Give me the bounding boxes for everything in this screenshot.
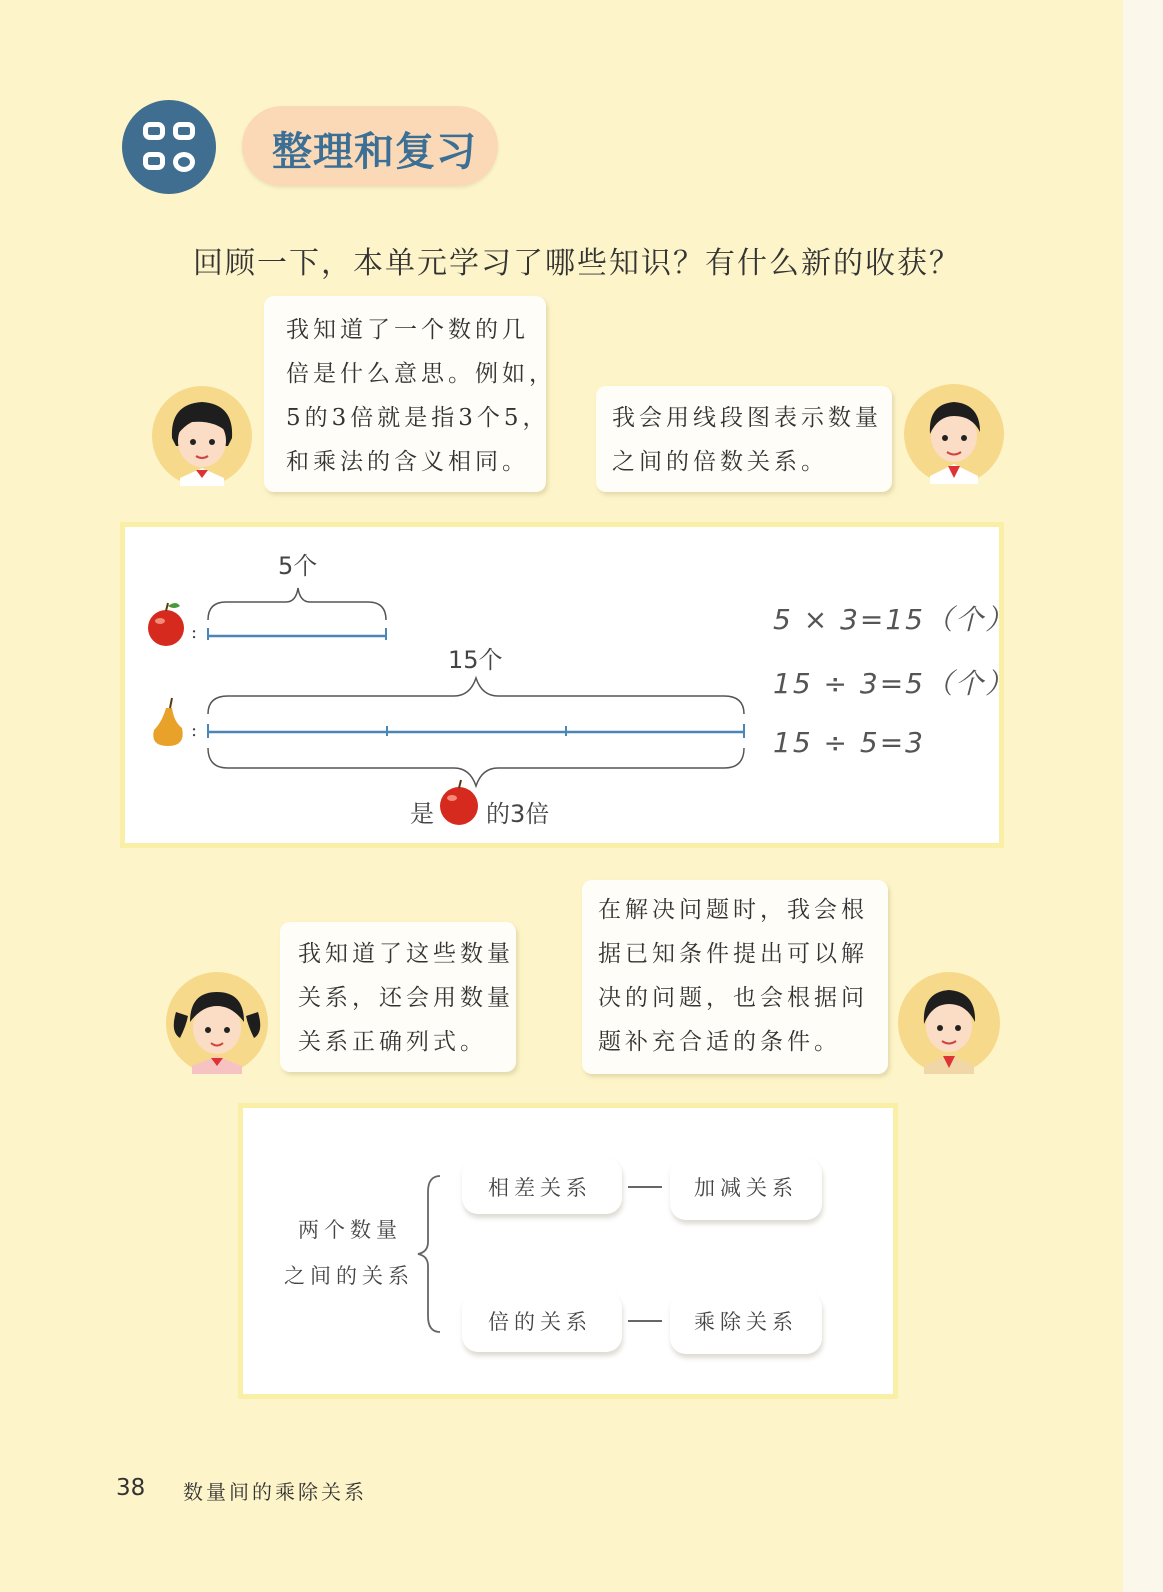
equation-2: 15 ÷ 3=5（个）	[773, 667, 1015, 700]
mid-quantity-label: 15个	[448, 646, 503, 674]
relation-root-line1: 两个数量	[298, 1218, 402, 1242]
relation-dash	[628, 1320, 662, 1322]
bubble-line: 我会用线段图表示数量	[612, 405, 882, 431]
svg-text::: :	[191, 622, 198, 643]
girl-avatar-2	[166, 972, 268, 1074]
relation-multiply-divide: 乘除关系	[694, 1310, 798, 1334]
equation-3: 15 ÷ 5=3	[773, 726, 925, 759]
top-quantity-label: 5个	[278, 552, 318, 580]
bubble-line: 在解决问题时，我会根	[598, 897, 868, 923]
bubble-line: 倍是什么意思。例如，	[286, 361, 556, 387]
bubble-line: 关系，还会用数量	[298, 985, 514, 1011]
apple-icon	[148, 603, 184, 646]
bubble-line: 和乘法的含义相同。	[286, 449, 529, 475]
bubble-line: 决的问题，也会根据问	[598, 985, 868, 1011]
bubble-line: 之间的倍数关系。	[612, 449, 828, 475]
chapter-title: 数量间的乘除关系	[183, 1480, 367, 1504]
relation-add-subtract: 加减关系	[694, 1176, 798, 1200]
relation-brace	[412, 1172, 452, 1336]
relation-summary-box	[238, 1103, 898, 1399]
bubble-line: 我知道了这些数量	[298, 941, 514, 967]
bottom-label-pre: 是	[410, 800, 434, 828]
relation-dash	[628, 1186, 662, 1188]
speech-bubble-boy-2	[582, 880, 888, 1074]
apple-icon	[440, 780, 478, 825]
bubble-line: 5的3倍就是指3个5，	[286, 405, 550, 431]
bubble-line: 我知道了一个数的几	[286, 317, 529, 343]
bubble-line: 据已知条件提出可以解	[598, 941, 868, 967]
bottom-label-post: 的3倍	[486, 800, 550, 828]
intro-question: 回顾一下，本单元学习了哪些知识？有什么新的收获？	[193, 246, 961, 281]
section-title: 整理和复习	[272, 128, 477, 175]
svg-text::: :	[191, 720, 198, 741]
bubble-line: 关系正确列式。	[298, 1029, 487, 1055]
boy-avatar-2	[898, 972, 1000, 1074]
equation-1: 5 × 3=15（个）	[773, 603, 1015, 636]
speech-bubble-girl-2	[280, 922, 516, 1072]
page-number: 38	[116, 1475, 146, 1501]
pear-icon	[153, 698, 182, 746]
relation-root-line2: 之间的关系	[284, 1264, 414, 1288]
bubble-line: 题补充合适的条件。	[598, 1029, 841, 1055]
relation-multiple: 倍的关系	[488, 1310, 592, 1334]
relation-difference: 相差关系	[488, 1176, 592, 1200]
